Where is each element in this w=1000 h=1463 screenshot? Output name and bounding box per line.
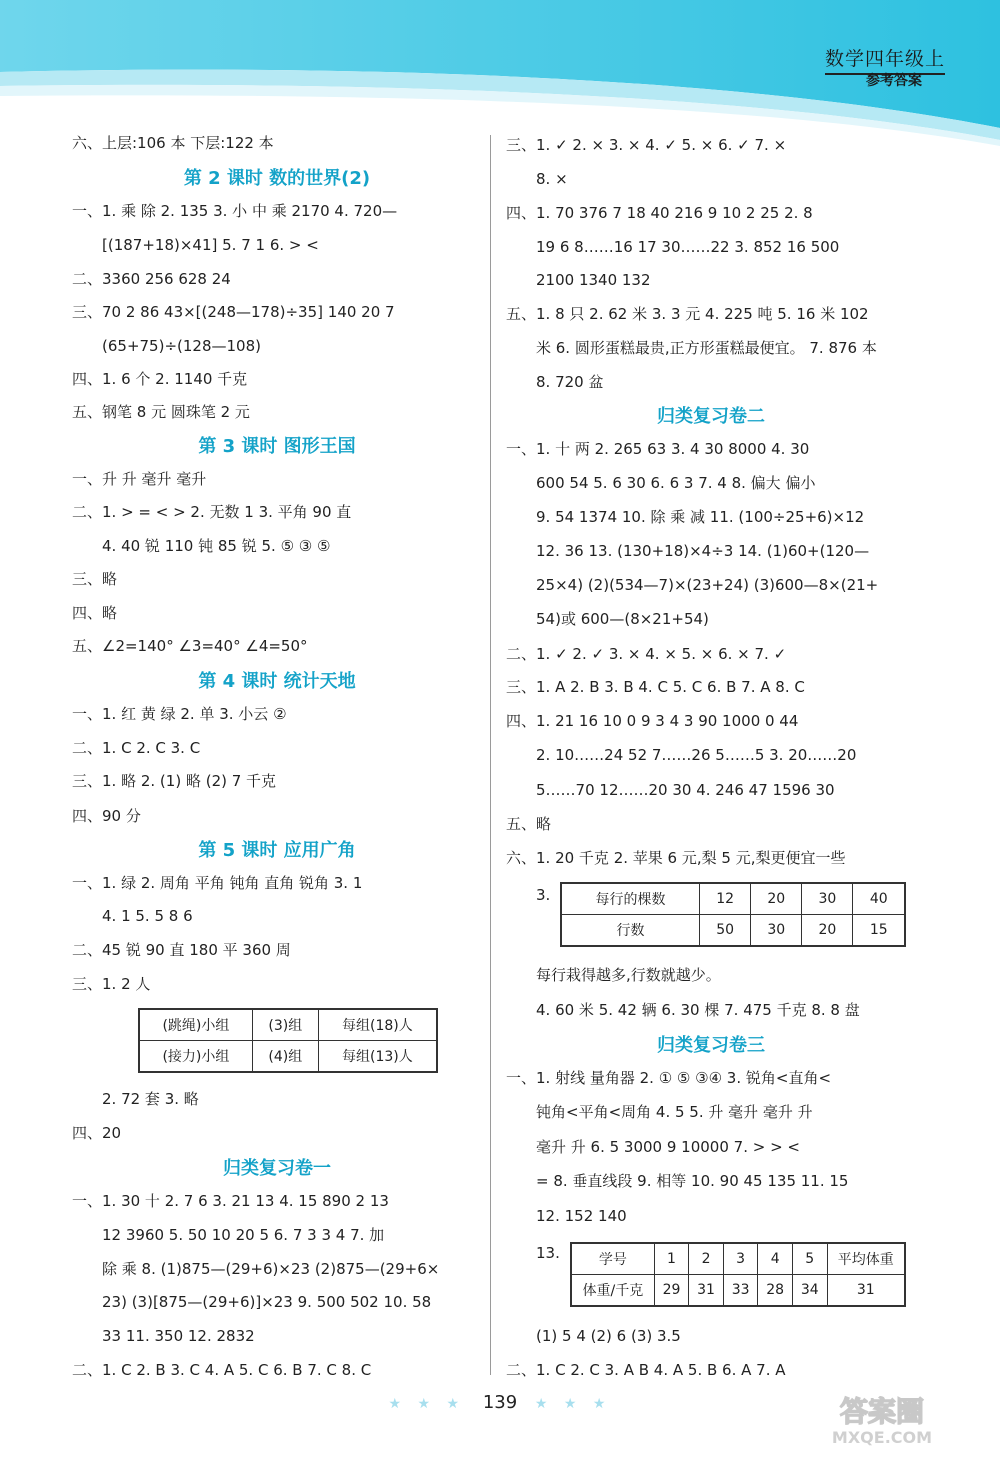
answer-line: 13. bbox=[536, 1244, 560, 1262]
answer-line: 600 54 5. 6 30 6. 6 3 7. 4 8. 偏大 偏小 bbox=[536, 474, 816, 492]
answer-line: 钝角<平角<周角 4. 5 5. 升 毫升 毫升 升 bbox=[536, 1103, 813, 1121]
table-row bbox=[561, 915, 905, 947]
table-row bbox=[139, 1009, 437, 1041]
answer-line: 二、3360 256 628 24 bbox=[72, 270, 231, 288]
answer-line: 2. 10……24 52 7……26 5……5 3. 20……20 bbox=[536, 746, 857, 764]
answer-line: 一、1. 射线 量角器 2. ① ⑤ ③④ 3. 锐角<直角< bbox=[506, 1069, 832, 1087]
answer-line: [(187+18)×41] 5. 7 1 6. > < bbox=[102, 236, 319, 254]
answer-line: = 8. 垂直线段 9. 相等 10. 90 45 135 11. 15 bbox=[536, 1172, 849, 1190]
answer-line: 19 6 8……16 17 30……22 3. 852 16 500 bbox=[536, 238, 840, 256]
section-label: 参考答案 bbox=[866, 73, 922, 89]
table-cell: 平均体重 bbox=[827, 1243, 905, 1275]
answer-line: 四、1. 21 16 10 0 9 3 4 3 90 1000 0 44 bbox=[506, 712, 799, 730]
table-cell: 20 bbox=[802, 915, 853, 947]
answer-line: 3. bbox=[536, 886, 551, 904]
answer-line: 六、上层:106 本 下层:122 本 bbox=[72, 134, 274, 152]
planting-table bbox=[560, 882, 906, 947]
answer-line: 54)或 600—(8×21+54) bbox=[536, 610, 709, 628]
answer-line: 33 11. 350 12. 2832 bbox=[102, 1327, 255, 1345]
section-heading: 归类复习卷三 bbox=[657, 1035, 765, 1056]
table-row bbox=[571, 1275, 905, 1307]
table-cell: 28 bbox=[758, 1275, 793, 1307]
answer-line: 毫升 升 6. 5 3000 9 10000 7. > > < bbox=[536, 1138, 800, 1156]
table-cell: 学号 bbox=[571, 1243, 654, 1275]
table-row bbox=[561, 883, 905, 915]
answer-line: 5……70 12……20 30 4. 246 47 1596 30 bbox=[536, 781, 835, 799]
answer-line: 8. 720 盆 bbox=[536, 373, 604, 391]
answer-line: 四、略 bbox=[72, 604, 118, 622]
answer-line: 三、1. ✓ 2. × 3. × 4. ✓ 5. × 6. ✓ 7. × bbox=[506, 136, 787, 154]
table-cell: 50 bbox=[700, 915, 751, 947]
answer-line: 二、1. ✓ 2. ✓ 3. × 4. × 5. × 6. × 7. ✓ bbox=[506, 645, 787, 663]
svg-text:答案圈: 答案圈 bbox=[839, 1395, 925, 1428]
table-cell: 30 bbox=[802, 883, 853, 915]
svg-text:MXQE.COM: MXQE.COM bbox=[831, 1428, 933, 1447]
book-title: 数学四年级上 bbox=[825, 44, 945, 75]
answer-line: 2100 1340 132 bbox=[536, 271, 651, 289]
answer-line: 五、∠2=140° ∠3=40° ∠4=50° bbox=[72, 637, 308, 655]
answer-line: 五、1. 8 只 2. 62 米 3. 3 元 4. 225 吨 5. 16 米 102 bbox=[506, 305, 869, 323]
answer-line: (65+75)÷(128—108) bbox=[102, 337, 261, 355]
section-heading: 第 5 课时 应用广角 bbox=[198, 840, 356, 861]
answer-line: 2. 72 套 3. 略 bbox=[102, 1090, 199, 1108]
answer-line: 除 乘 8. (1)875—(29+6)×23 (2)875—(29+6× bbox=[102, 1260, 440, 1278]
table-row bbox=[571, 1243, 905, 1275]
header-banner bbox=[0, 0, 1000, 150]
table-cell: 每组(18)人 bbox=[318, 1009, 437, 1041]
answer-line: 25×4) (2)(534—7)×(23+24) (3)600—8×(21+ bbox=[536, 576, 879, 594]
section-heading: 第 2 课时 数的世界(2) bbox=[183, 168, 371, 189]
answer-line: 四、1. 6 个 2. 1140 千克 bbox=[72, 370, 248, 388]
column-divider bbox=[490, 135, 491, 1375]
answer-line: 二、1. C 2. C 3. C bbox=[72, 739, 201, 757]
table-cell: 1 bbox=[654, 1243, 689, 1275]
answer-line: 9. 54 1374 10. 除 乘 减 11. (100÷25+6)×12 bbox=[536, 508, 865, 526]
answer-line: 4. 40 锐 110 钝 85 锐 5. ⑤ ③ ⑤ bbox=[102, 537, 331, 555]
answer-line: 二、45 锐 90 直 180 平 360 周 bbox=[72, 941, 291, 959]
answer-line: 8. × bbox=[536, 170, 568, 188]
answer-line: 12. 36 13. (130+18)×4÷3 14. (1)60+(120— bbox=[536, 542, 870, 560]
answer-line: (1) 5 4 (2) 6 (3) 3.5 bbox=[536, 1327, 681, 1345]
table-cell: 31 bbox=[827, 1275, 905, 1307]
answer-line: 三、1. 2 人 bbox=[72, 975, 151, 993]
section-heading: 第 3 课时 图形王国 bbox=[198, 436, 356, 457]
star-decoration-icon: ★ ★ ★ bbox=[534, 1396, 612, 1412]
table-cell: 每行的棵数 bbox=[561, 883, 700, 915]
answer-line: 米 6. 圆形蛋糕最贵,正方形蛋糕最便宜。 7. 876 本 bbox=[536, 339, 877, 357]
answer-line: 四、90 分 bbox=[72, 807, 141, 825]
answer-line: 四、20 bbox=[72, 1124, 122, 1142]
table-cell: 29 bbox=[654, 1275, 689, 1307]
answer-line: 12 3960 5. 50 10 20 5 6. 7 3 3 4 7. 加 bbox=[102, 1226, 385, 1244]
table-cell: 15 bbox=[853, 915, 905, 947]
section-heading: 第 4 课时 统计天地 bbox=[198, 671, 356, 692]
answer-line: 五、钢笔 8 元 圆珠笔 2 元 bbox=[72, 403, 250, 421]
table-cell: 20 bbox=[751, 883, 802, 915]
group-table bbox=[138, 1008, 438, 1073]
answer-line: 12. 152 140 bbox=[536, 1207, 627, 1225]
table-cell: 2 bbox=[689, 1243, 724, 1275]
table-cell: 行数 bbox=[561, 915, 700, 947]
table-row bbox=[139, 1041, 437, 1073]
answer-line: 五、略 bbox=[506, 815, 552, 833]
table-cell: 4 bbox=[758, 1243, 793, 1275]
answer-line: 二、1. > = < > 2. 无数 1 3. 平角 90 直 bbox=[72, 503, 352, 521]
answer-line: 一、1. 30 十 2. 7 6 3. 21 13 4. 15 890 2 13 bbox=[72, 1192, 389, 1210]
answer-line: 4. 1 5. 5 8 6 bbox=[102, 907, 193, 925]
table-cell: 31 bbox=[689, 1275, 724, 1307]
table-cell: 12 bbox=[700, 883, 751, 915]
answer-line: 4. 60 米 5. 42 辆 6. 30 棵 7. 475 千克 8. 8 盘 bbox=[536, 1001, 860, 1019]
table-cell: 40 bbox=[853, 883, 905, 915]
answer-line: 一、1. 红 黄 绿 2. 单 3. 小云 ② bbox=[72, 705, 287, 723]
table-cell: (接力)小组 bbox=[139, 1041, 252, 1073]
table-cell: 每组(13)人 bbox=[318, 1041, 437, 1073]
page-number: 139 bbox=[482, 1392, 518, 1413]
answer-line: 每行栽得越多,行数就越少。 bbox=[536, 966, 721, 984]
answer-line: 二、1. C 2. C 3. A B 4. A 5. B 6. A 7. A bbox=[506, 1361, 786, 1379]
table-cell: 33 bbox=[723, 1275, 758, 1307]
table-cell: 30 bbox=[751, 915, 802, 947]
answer-line: 三、1. 略 2. (1) 略 (2) 7 千克 bbox=[72, 772, 277, 790]
table-cell: (跳绳)小组 bbox=[139, 1009, 252, 1041]
weight-table bbox=[570, 1242, 906, 1307]
answer-line: 一、1. 绿 2. 周角 平角 钝角 直角 锐角 3. 1 bbox=[72, 874, 363, 892]
section-heading: 归类复习卷一 bbox=[223, 1158, 331, 1179]
answer-line: 一、1. 乘 除 2. 135 3. 小 中 乘 2170 4. 720— bbox=[72, 202, 398, 220]
answer-line: 四、1. 70 376 7 18 40 216 9 10 2 25 2. 8 bbox=[506, 204, 813, 222]
answer-line: 一、升 升 毫升 毫升 bbox=[72, 470, 207, 488]
table-cell: 5 bbox=[792, 1243, 827, 1275]
answer-line: 一、1. 十 两 2. 265 63 3. 4 30 8000 4. 30 bbox=[506, 440, 810, 458]
answer-line: 六、1. 20 千克 2. 苹果 6 元,梨 5 元,梨更便宜一些 bbox=[506, 849, 846, 867]
table-cell: (3)组 bbox=[252, 1009, 318, 1041]
answer-line: 二、1. C 2. B 3. C 4. A 5. C 6. B 7. C 8. C bbox=[72, 1361, 372, 1379]
answer-line: 三、略 bbox=[72, 570, 118, 588]
watermark-logo bbox=[782, 1389, 982, 1449]
answer-line: 三、1. A 2. B 3. B 4. C 5. C 6. B 7. A 8. C bbox=[506, 678, 805, 696]
table-cell: (4)组 bbox=[252, 1041, 318, 1073]
table-cell: 34 bbox=[792, 1275, 827, 1307]
answer-line: 三、70 2 86 43×[(248—178)÷35] 140 20 7 bbox=[72, 303, 395, 321]
section-heading: 归类复习卷二 bbox=[657, 406, 765, 427]
table-cell: 体重/千克 bbox=[571, 1275, 654, 1307]
star-decoration-icon: ★ ★ ★ bbox=[388, 1396, 466, 1412]
table-cell: 3 bbox=[723, 1243, 758, 1275]
answer-line: 23) (3)[875—(29+6)]×23 9. 500 502 10. 58 bbox=[102, 1293, 432, 1311]
